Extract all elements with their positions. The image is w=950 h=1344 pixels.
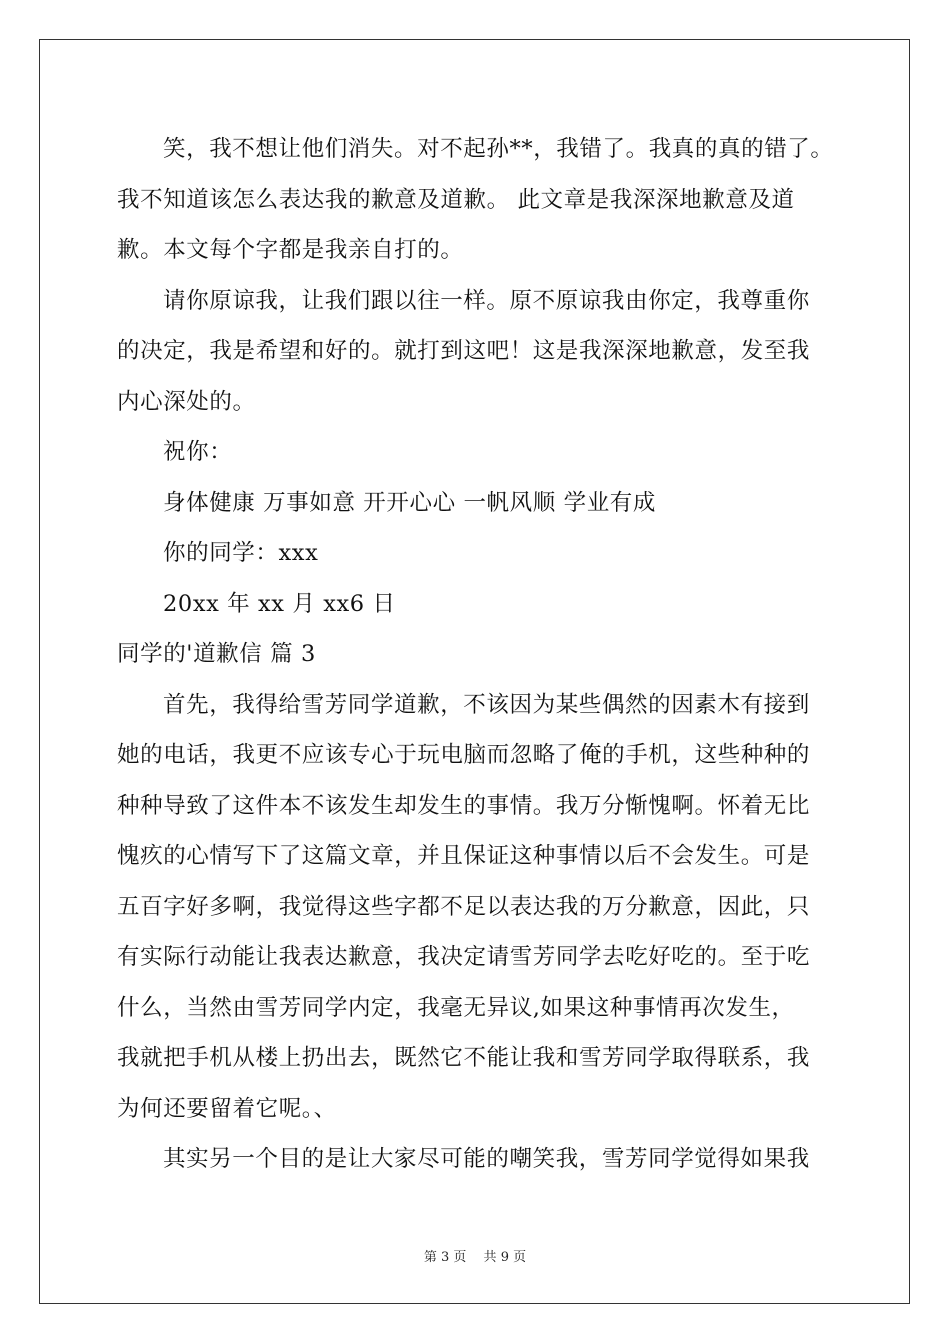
text-line: 请你原谅我，让我们跟以往一样。原不原谅我由你定，我尊重你 (163, 287, 810, 314)
text-line: 歉。本文每个字都是我亲自打的。 (117, 237, 464, 263)
text-line: 为何还要留着它呢。、 (117, 1095, 337, 1122)
text-line: 祝你： (163, 439, 233, 465)
text-line: 我就把手机从楼上扔出去，既然它不能让我和雪芳同学取得联系，我 (117, 1045, 811, 1071)
text-line: 五百字好多啊，我觉得这些字都不足以表达我的万分歉意，因此，只 (117, 893, 811, 920)
text-line: 笑，我不想让他们消失。对不起孙**，我错了。我真的真的错了。 (163, 136, 834, 162)
document-body (117, 124, 839, 1185)
text-line: 身体健康 万事如意 开开心心 一帆风顺 学业有成 (163, 489, 657, 516)
text-line: 你的同学：xxx (163, 540, 319, 566)
text-line: 首先，我得给雪芳同学道歉，不该因为某些偶然的因素木有接到 (163, 691, 810, 718)
text-line: 有实际行动能让我表达歉意，我决定请雪芳同学去吃好吃的。至于吃 (117, 944, 811, 970)
text-line: 内心深处的。 (117, 388, 256, 415)
text-line: 其实另一个目的是让大家尽可能的嘲笑我，雪芳同学觉得如果我 (163, 1146, 810, 1172)
text-line: 同学的'道歉信 篇 3 (117, 641, 316, 667)
text-line: 愧疚的心情写下了这篇文章，并且保证这种事情以后不会发生。可是 (117, 843, 811, 869)
text-line: 我不知道该怎么表达我的歉意及道歉。 此文章是我深深地歉意及道 (117, 186, 795, 213)
page-footer: 第 3 页 共 9 页 (423, 1250, 527, 1265)
text-line: 她的电话，我更不应该专心于玩电脑而忽略了俺的手机，这些种种的 (117, 742, 811, 768)
text-line: 种种导致了这件本不该发生却发生的事情。我万分惭愧啊。怀着无比 (117, 792, 811, 819)
text-line: 什么，当然由雪芳同学内定，我毫无异议,如果这种事情再次发生， (117, 994, 795, 1021)
text-line: 20xx 年 xx 月 xx6 日 (163, 590, 396, 617)
text-line: 的决定，我是希望和好的。就打到这吧！这是我深深地歉意，发至我 (117, 338, 811, 364)
